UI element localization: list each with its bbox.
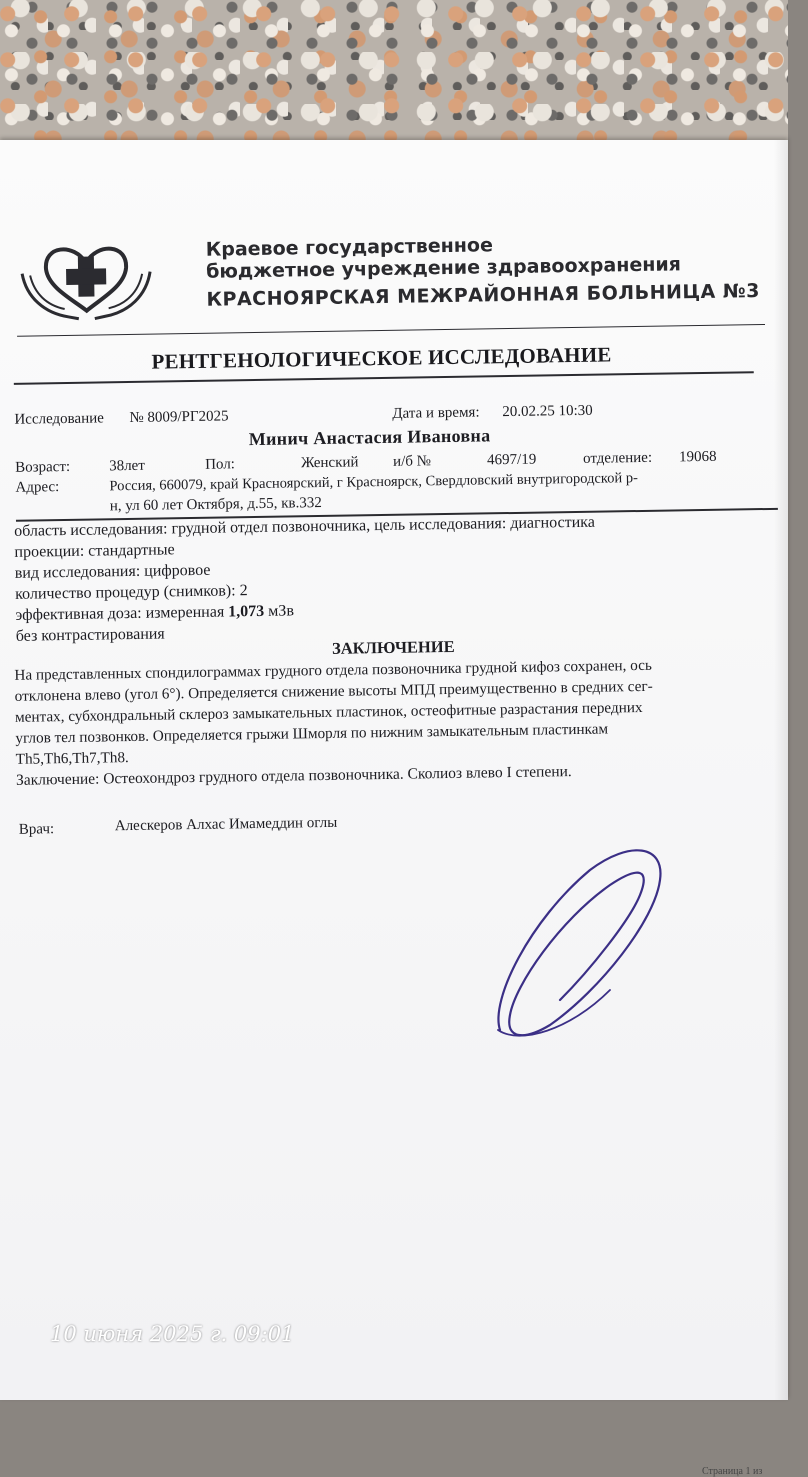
study-procedures: количество процедур (снимков): 2 bbox=[15, 582, 248, 603]
contrast-info: без контрастирования bbox=[15, 625, 165, 645]
age-value: 38лет bbox=[109, 457, 145, 475]
page-number: Страница 1 из bbox=[702, 1466, 763, 1477]
study-number: № 8009/РГ2025 bbox=[129, 408, 229, 427]
sex-label: Пол: bbox=[205, 456, 236, 473]
department-label: отделение: bbox=[582, 449, 653, 467]
conclusion-line-5: Th5,Th6,Th7,Th8. bbox=[15, 749, 129, 768]
dose-value: 1,073 bbox=[228, 602, 265, 621]
age-label: Возраст: bbox=[15, 458, 71, 476]
study-area: область исследования: грудной отдел позвоночника, цель исследования: диагностика bbox=[14, 513, 595, 540]
photo-timestamp: 10 июня 2025 г. 09:01 bbox=[50, 1322, 295, 1346]
card-value: 4697/19 bbox=[486, 451, 537, 469]
address-label: Адрес: bbox=[15, 479, 60, 496]
conclusion-line-3: ментах, субхондральный склероз замыкательных пластинок, остеофитные разрастания передних bbox=[14, 698, 643, 726]
document-content bbox=[0, 128, 808, 1400]
conclusion-line-2: отклонена влево (угол 6°). Определяется снижение высоты МПД преимущественно в средних сег- bbox=[14, 677, 653, 705]
datetime-value: 20.02.25 10:30 bbox=[502, 402, 593, 421]
address-line-2: н, ул 60 лет Октября, д.55, кв.332 bbox=[109, 494, 322, 515]
conclusion-heading: ЗАКЛЮЧЕНИЕ bbox=[331, 636, 455, 658]
patient-name: Минич Анастасия Ивановна bbox=[248, 425, 491, 450]
doctor-name: Алескеров Алхас Имамеддин оглы bbox=[114, 814, 338, 835]
doctor-label: Врач: bbox=[18, 821, 55, 838]
datetime-label: Дата и время: bbox=[392, 404, 480, 422]
study-label: Исследование bbox=[14, 410, 104, 428]
institution-name: КРАСНОЯРСКАЯ МЕЖРАЙОННАЯ БОЛЬНИЦА №3 bbox=[206, 280, 761, 311]
title-underline bbox=[14, 371, 754, 385]
doctor-signature bbox=[490, 840, 680, 1050]
dose-unit: мЗв bbox=[268, 602, 295, 620]
card-label: и/б № bbox=[392, 453, 432, 470]
study-type: вид исследования: цифровое bbox=[14, 561, 211, 582]
effective-dose bbox=[15, 602, 294, 624]
conclusion-line-4: углов тел позвонков. Определяется грыжи Шморля по нижним замыкательным пластинкам bbox=[15, 720, 609, 747]
document-sheet bbox=[0, 140, 788, 1477]
conclusion-line-1: На представленных спондилограммах грудного отдела позвоночника грудной кифоз сохранен, ось bbox=[14, 656, 652, 684]
conclusion-summary: Заключение: Остеохондроз грудного отдела позвоночника. Сколиоз влево I степени. bbox=[15, 763, 572, 789]
department-value: 19068 bbox=[678, 448, 717, 466]
institution-line-1: Краевое государственное bbox=[205, 234, 494, 261]
study-projections: проекции: стандартные bbox=[14, 541, 175, 561]
document-title: РЕНТГЕНОЛОГИЧЕСКОЕ ИССЛЕДОВАНИЕ bbox=[151, 342, 612, 374]
address-line-1: Россия, 660079, край Красноярский, г Красноярск, Свердловский внутригородской р- bbox=[109, 470, 639, 495]
sex-value: Женский bbox=[300, 454, 359, 472]
dose-prefix: эффективная доза: измеренная bbox=[15, 603, 225, 624]
header-divider bbox=[17, 324, 765, 337]
institution-line-2: бюджетное учреждение здравоохранения bbox=[205, 253, 682, 283]
hospital-logo-icon bbox=[16, 234, 157, 326]
